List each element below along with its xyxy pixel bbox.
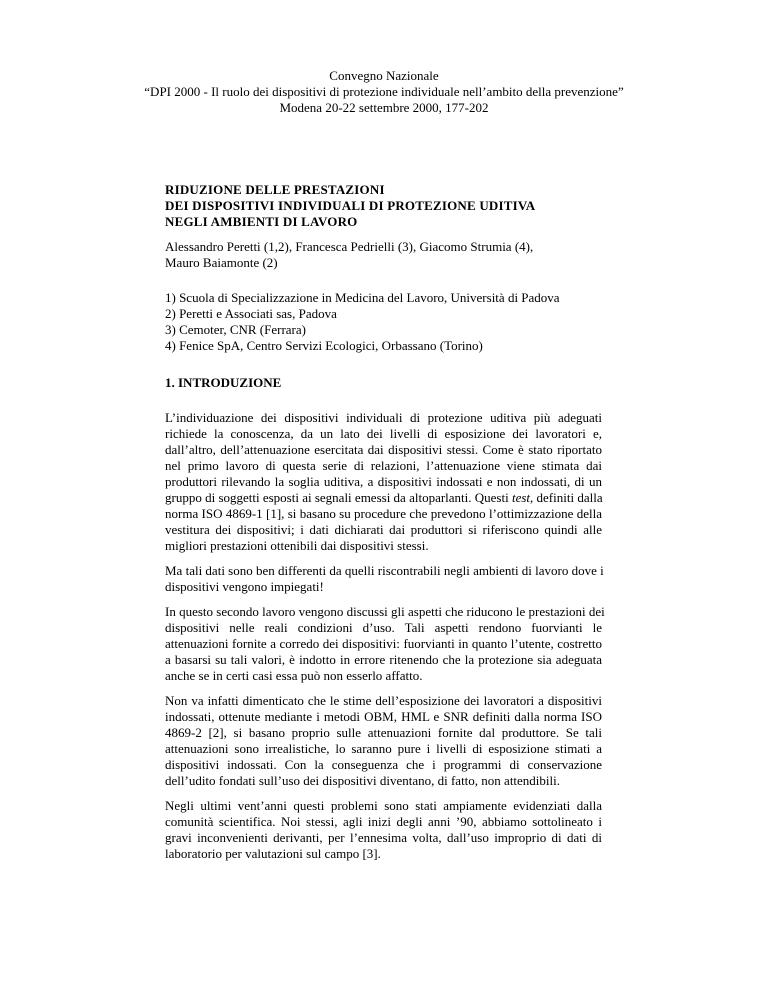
text-line: dispositivi nelle reali condizioni d’uso. Tali aspetti rendono fuorvianti le (165, 620, 602, 635)
text-line (165, 490, 602, 506)
text-line: dispositivi vengono impiegati! (165, 579, 324, 594)
text-line: vestitura dei dispositivi; i dati dichiarati dai produttori si riferiscono quindi alle (165, 522, 602, 537)
section-body (165, 410, 605, 871)
paragraph-3 (165, 604, 605, 684)
paper-title (165, 182, 602, 230)
text-line: comunità scientifica. Noi stessi, agli inizi degli anni ’90, abbiamo sottolineato i (165, 814, 602, 829)
text-run: gruppo di soggetti esposti ai segnali emessi da altoparlanti. Questi (165, 490, 512, 505)
text-line: laboratorio per valutazioni sul campo [3]. (165, 846, 381, 861)
text-line: migliori prestazioni ottenibili dai dispositivi stessi. (165, 538, 429, 553)
affiliation-3: 3) Cemoter, CNR (Ferrara) (165, 322, 306, 337)
text-line: dall’altro, dell’attenuazione esercitata dai dispositivi stessi. Come è stato riportato (165, 442, 602, 457)
text-line: attenuazioni fornite a corredo dei dispositivi: fuorvianti in quanto l’utente, costretto (165, 636, 602, 651)
affiliation-2: 2) Peretti e Associati sas, Padova (165, 306, 337, 321)
text-run: , definiti dalla (530, 490, 603, 505)
conference-subtitle: “DPI 2000 - Il ruolo dei dispositivi di protezione individuale nell’ambito della prevenzione” (144, 84, 624, 99)
affiliation-list (165, 290, 602, 354)
text-line: dell’udito fondati sull’uso dei dispositivi diventano, di fatto, non attendibili. (165, 773, 561, 788)
authors-line-1: Alessandro Peretti (1,2), Francesca Pedrielli (3), Giacomo Strumia (4), (165, 239, 534, 254)
text-line: dispositivi indossati. Con la conseguenza che i programmi di conservazione (165, 757, 602, 772)
title-line-1: RIDUZIONE DELLE PRESTAZIONI (165, 182, 385, 197)
conference-header (0, 68, 768, 116)
paragraph-5 (165, 798, 602, 862)
conference-date-pages: Modena 20-22 settembre 2000, 177-202 (279, 100, 489, 115)
text-line: nel primo lavoro di questa serie di relazioni, l’attenuazione viene stimata dai (165, 458, 602, 473)
text-line: produttori rilevando la soglia uditiva, a dispositivi indossati e non indossati, di un (165, 474, 602, 489)
text-line: attenuazioni sono irrealistiche, lo saranno pure i livelli di esposizione stimati a (165, 741, 602, 756)
text-line: In questo secondo lavoro vengono discussi gli aspetti che riducono le prestazioni dei (165, 604, 605, 619)
text-line: a basarsi su tali valori, è indotto in errore ritenendo che la protezione sia adeguata (165, 652, 602, 667)
authors-line-2: Mauro Baiamonte (2) (165, 255, 278, 270)
author-list (165, 239, 602, 271)
paragraph-1 (165, 410, 602, 554)
text-line: Negli ultimi vent’anni questi problemi sono stati ampiamente evidenziati dalla (165, 798, 602, 813)
paragraph-4 (165, 693, 602, 789)
text-line: anche se in certi casi essa può non esserlo affatto. (165, 668, 423, 683)
text-line: Non va infatti dimenticato che le stime dell’esposizione dei lavoratori a dispositivi (165, 693, 602, 708)
text-line: gravi inconvenienti derivanti, per l’ennesima volta, dall’uso improprio di dati di (165, 830, 602, 845)
text-line: Ma tali dati sono ben differenti da quelli riscontrabili negli ambienti di lavoro dove i (165, 563, 604, 578)
text-line: richiede la conoscenza, da un lato dei livelli di esposizione dei lavoratori e, (165, 426, 602, 441)
text-line: 4869-2 [2], si basano proprio sulle attenuazioni fornite dal produttore. Se tali (165, 725, 602, 740)
affiliation-4: 4) Fenice SpA, Centro Servizi Ecologici, Orbassano (Torino) (165, 338, 483, 353)
section-heading: 1. INTRODUZIONE (165, 375, 282, 390)
paragraph-2 (165, 563, 602, 595)
emphasis-test: test (511, 490, 531, 505)
title-line-3: NEGLI AMBIENTI DI LAVORO (165, 214, 358, 229)
affiliation-1: 1) Scuola di Specializzazione in Medicina del Lavoro, Università di Padova (165, 290, 560, 305)
text-line: indossati, ottenute mediante i metodi OBM, HML e SNR definiti dalla norma ISO (165, 709, 602, 724)
title-line-2: DEI DISPOSITIVI INDIVIDUALI DI PROTEZIONE UDITIVA (165, 198, 536, 213)
text-line: norma ISO 4869-1 [1], si basano su procedure che prevedono l’ottimizzazione della (165, 506, 602, 521)
text-line: L’individuazione dei dispositivi individuali di protezione uditiva più adeguati (165, 410, 602, 425)
conference-name: Convegno Nazionale (329, 68, 439, 83)
